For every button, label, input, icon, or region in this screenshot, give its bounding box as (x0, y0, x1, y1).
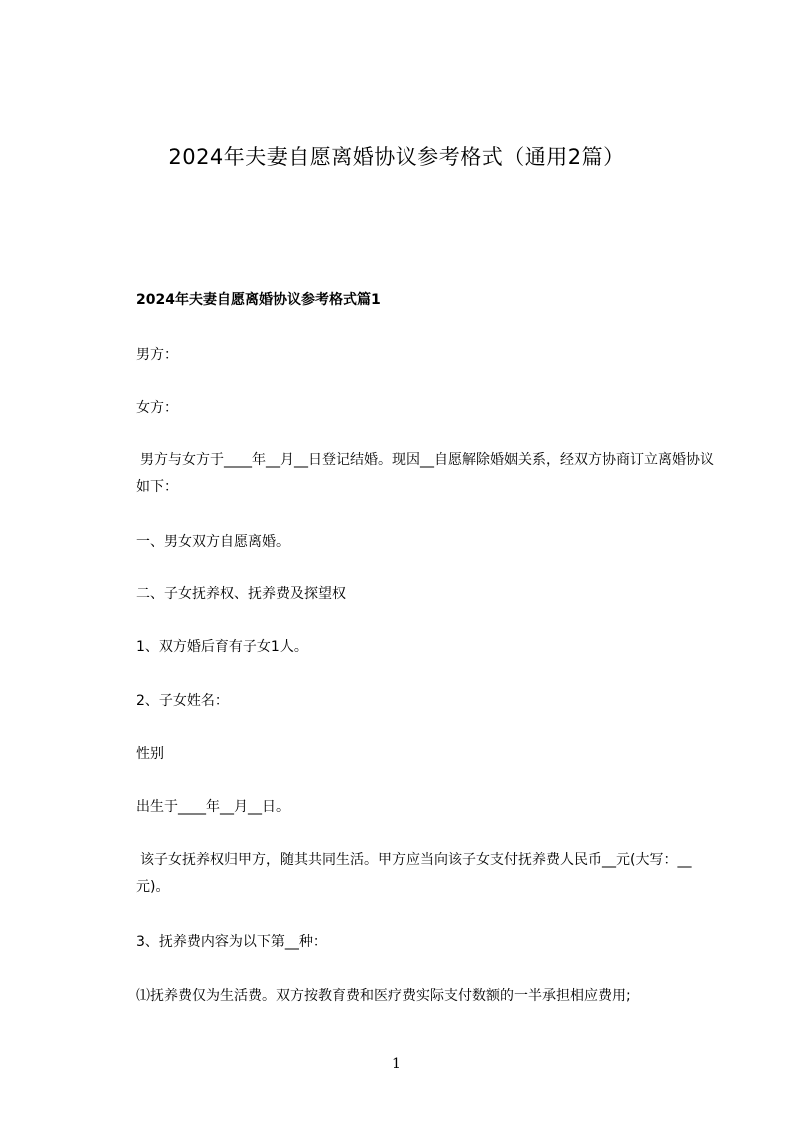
paragraph-support-option-1: ⑴抚养费仅为生活费。双方按教育费和医疗费实际支付数额的一半承担相应费用; (136, 988, 631, 1004)
paragraph-birth-date: 出生于____年__月__日。 (136, 799, 290, 815)
paragraph-item-2: 2、子女姓名： (136, 693, 229, 709)
paragraph-male-party: 男方： (136, 347, 178, 363)
paragraph-custody: 该子女抚养权归甲方，随其共同生活。甲方应当向该子女支付抚养费人民币__元(大写：__元)。 (136, 852, 692, 895)
page-number: 1 (392, 1056, 401, 1072)
paragraph-item-3: 3、抚养费内容为以下第__种： (136, 934, 327, 950)
section-heading: 2024年夫妻自愿离婚协议参考格式篇1 (136, 292, 381, 308)
paragraph-gender: 性别 (136, 746, 164, 762)
paragraph-clause-2: 二、子女抚养权、抚养费及探望权 (136, 586, 346, 602)
page-title: 2024年夫妻自愿离婚协议参考格式（通用2篇） (168, 145, 625, 169)
paragraph-item-1: 1、双方婚后育有子女1人。 (136, 639, 308, 655)
paragraph-marriage-registration: 男方与女方于____年__月__日登记结婚。现因__自愿解除婚姻关系，经双方协商订立离婚协议如下： (136, 452, 714, 495)
paragraph-clause-1: 一、男女双方自愿离婚。 (136, 534, 290, 550)
paragraph-female-party: 女方： (136, 400, 178, 416)
